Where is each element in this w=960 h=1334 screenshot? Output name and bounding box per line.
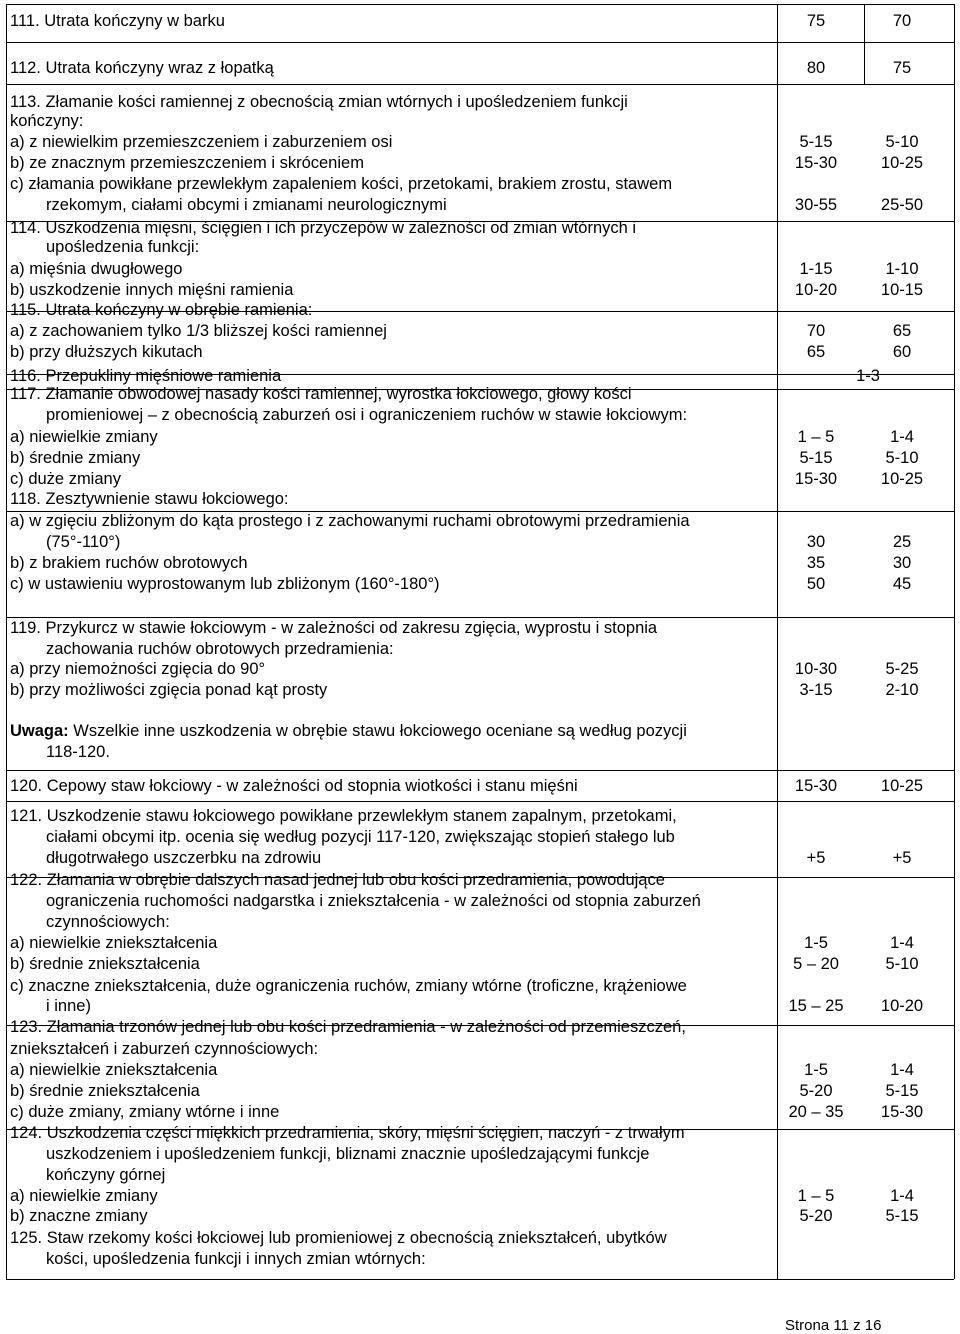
row-text: 111. Utrata kończyny w barku [10, 12, 225, 30]
row-text: 125. Staw rzekomy kości łokciowej lub promieniowej z obecnością zniekształceń, ubytków [10, 1229, 667, 1247]
row-text: Uwaga: Wszelkie inne uszkodzenia w obrębie stawu łokciowego oceniane są według pozycji [10, 722, 687, 740]
row-text: b) średnie zniekształcenia [10, 955, 200, 973]
row-text: c) złamania powikłane przewlekłym zapaleniem kości, przetokami, brakiem zrostu, stawem [10, 175, 673, 193]
row-text: 124. Uszkodzenia części miękkich przedramienia, skóry, mięśni ścięgien, naczyń - z trwałym [10, 1124, 685, 1142]
percent-value-1: 80 [806, 59, 826, 77]
row-text: a) niewielkie zniekształcenia [10, 934, 218, 952]
percent-value-1: 10-30 [794, 660, 838, 678]
percent-value-1: 50 [806, 575, 826, 593]
percent-value-1: 65 [806, 343, 826, 361]
row-text: 123. Złamania trzonów jednej lub obu kości przedramienia - w zależności od przemieszczeń, [10, 1018, 686, 1036]
row-text: 118-120. [46, 743, 110, 761]
percent-value-1: +5 [806, 849, 826, 867]
row-text: 122. Złamania w obrębie dalszych nasad jednej lub obu kości przedramienia, powodujące [10, 871, 665, 889]
row-text: 120. Cepowy staw łokciowy - w zależności od stopnia wiotkości i stanu mięśni [10, 777, 578, 795]
percent-value-2: 5-10 [885, 955, 919, 973]
row-text: uszkodzeniem i upośledzeniem funkcji, bliznami znacznie upośledzającymi funkcje [46, 1145, 650, 1163]
note-label: Uwaga: [10, 722, 69, 740]
percent-value-2: 75 [892, 59, 912, 77]
row-text: c) duże zmiany [10, 470, 121, 488]
row-text: a) niewielkie zmiany [10, 1187, 158, 1205]
percent-value-2: 15-30 [880, 1103, 924, 1121]
row-text: a) w zgięciu zbliżonym do kąta prostego i z zachowanymi ruchami obrotowymi przedramienia [10, 512, 690, 530]
percent-value-2: 10-25 [880, 777, 924, 795]
row-border [6, 1279, 954, 1280]
row-text: b) uszkodzenie innych mięśni ramienia [10, 281, 294, 299]
percent-value-1: 5-20 [799, 1082, 833, 1100]
percent-value-2: +5 [892, 849, 912, 867]
percent-value-2: 5-10 [885, 133, 919, 151]
row-text: 118. Zesztywnienie stawu łokciowego: [10, 490, 289, 508]
row-text: długotrwałego uszczerbku na zdrowiu [46, 849, 322, 867]
row-text: kończyny górnej [46, 1166, 166, 1184]
row-text: kości, upośledzenia funkcji i innych zmian wtórnych: [46, 1250, 426, 1268]
row-text: rzekomym, ciałami obcymi i zmianami neurologicznymi [46, 196, 447, 214]
percent-value-1: 15-30 [794, 154, 838, 172]
percent-value-2: 5-15 [885, 1207, 919, 1225]
table-right-border [954, 4, 955, 1279]
row-border [6, 770, 954, 771]
percent-value-2: 5-15 [885, 1082, 919, 1100]
percent-value-2: 25 [892, 533, 912, 551]
row-text: 112. Utrata kończyny wraz z łopatką [10, 59, 274, 77]
percent-value-1: 5-20 [799, 1207, 833, 1225]
percent-value-1: 1 – 5 [797, 428, 835, 446]
page-number: Strona 11 z 16 [785, 1317, 882, 1334]
row-text: a) z niewielkim przemieszczeniem i zaburzeniem osi [10, 133, 393, 151]
percent-value-2: 10-25 [880, 154, 924, 172]
row-text: b) znaczne zmiany [10, 1207, 148, 1225]
row-text: b) przy dłuższych kikutach [10, 343, 203, 361]
percent-value-2: 45 [892, 575, 912, 593]
row-text: 114. Uszkodzenia mięsni, ścięgien i ich przyczepów w zależności od zmian wtórnych i [10, 219, 637, 237]
row-text: b) przy możliwości zgięcia ponad kąt prosty [10, 681, 328, 699]
row-text: zniekształceń i zaburzeń czynnościowych: [10, 1040, 319, 1058]
percent-value-1: 1-3 [856, 367, 880, 385]
percent-value-2: 65 [892, 322, 912, 340]
percent-value-2: 1-4 [890, 1187, 914, 1205]
row-text: b) średnie zniekształcenia [10, 1082, 200, 1100]
percent-value-2: 10-15 [880, 281, 924, 299]
percent-value-1: 1 – 5 [797, 1187, 835, 1205]
row-text: zachowania ruchów obrotowych przedramienia: [46, 640, 394, 658]
row-text: 113. Złamanie kości ramiennej z obecnością zmian wtórnych i upośledzeniem funkcji [10, 93, 628, 111]
row-border [6, 4, 954, 5]
row-text: a) z zachowaniem tylko 1/3 bliższej kości ramiennej [10, 322, 387, 340]
percent-value-2: 5-10 [885, 449, 919, 467]
percent-value-1: 3-15 [799, 681, 833, 699]
percent-value-2: 25-50 [880, 196, 924, 214]
percent-value-2: 10-20 [880, 997, 924, 1015]
row-text: b) ze znacznym przemieszczeniem i skróceniem [10, 154, 364, 172]
row-text: a) przy niemożności zgięcia do 90° [10, 660, 266, 678]
percent-value-1: 15 – 25 [788, 997, 844, 1015]
row-text: i inne) [46, 997, 91, 1015]
row-text: 119. Przykurcz w stawie łokciowym - w zależności od zakresu zgięcia, wyprostu i stopnia [10, 619, 658, 637]
percent-value-1: 1-5 [804, 1061, 828, 1079]
percent-value-2: 1-4 [890, 934, 914, 952]
percent-value-1: 75 [806, 12, 826, 30]
row-text: a) mięśnia dwugłowego [10, 260, 183, 278]
percent-value-1: 1-15 [799, 260, 833, 278]
row-text: 121. Uszkodzenie stawu łokciowego powikłane przewlekłym stanem zapalnym, przetokami, [10, 807, 677, 825]
percent-value-2: 1-10 [885, 260, 919, 278]
row-border [6, 42, 954, 43]
table-left-border [6, 4, 7, 1279]
row-text: 117. Złamanie obwodowej nasady kości ramiennej, wyrostka łokciowego, głowy kości [10, 385, 632, 403]
percent-value-1: 30-55 [794, 196, 838, 214]
row-text: c) duże zmiany, zmiany wtórne i inne [10, 1103, 280, 1121]
percent-value-2: 5-25 [885, 660, 919, 678]
row-text: c) znaczne zniekształcenia, duże ograniczenia ruchów, zmiany wtórne (troficzne, krążeniowe [10, 977, 687, 995]
row-text: kończyny: [10, 112, 84, 130]
percent-value-2: 10-25 [880, 470, 924, 488]
row-text: 115. Utrata kończyny w obrębie ramienia: [10, 301, 313, 319]
percent-value-2: 30 [892, 554, 912, 572]
percent-value-1: 20 – 35 [788, 1103, 844, 1121]
percent-value-1: 5-15 [799, 133, 833, 151]
row-border [6, 801, 954, 802]
row-border [6, 617, 954, 618]
percent-value-1: 35 [806, 554, 826, 572]
row-text: a) niewielkie zniekształcenia [10, 1061, 218, 1079]
percent-value-1: 10-20 [794, 281, 838, 299]
percent-value-1: 5-15 [799, 449, 833, 467]
percent-value-2: 2-10 [885, 681, 919, 699]
row-text: b) średnie zmiany [10, 449, 141, 467]
percent-value-2: 70 [892, 12, 912, 30]
row-text: c) w ustawieniu wyprostowanym lub zbliżonym (160°-180°) [10, 575, 440, 593]
row-text: ciałami obcymi itp. ocenia się według pozycji 117-120, zwiększając stopień stałego lub [46, 828, 675, 846]
percent-value-2: 1-4 [890, 1061, 914, 1079]
percent-value-1: 1-5 [804, 934, 828, 952]
row-text: b) z brakiem ruchów obrotowych [10, 554, 248, 572]
percent-value-1: 5 – 20 [793, 955, 839, 973]
percent-value-1: 70 [806, 322, 826, 340]
row-text: promieniowej – z obecnością zaburzeń osi i ograniczeniem ruchów w stawie łokciowym: [46, 406, 688, 424]
row-text: 116. Przepukliny mięśniowe ramienia [10, 367, 282, 385]
row-text: czynnościowych: [46, 913, 170, 931]
percent-value-2: 1-4 [890, 428, 914, 446]
row-text: upośledzenia funkcji: [46, 238, 200, 256]
percent-value-1: 15-30 [794, 470, 838, 488]
row-text: a) niewielkie zmiany [10, 428, 158, 446]
percent-value-2: 60 [892, 343, 912, 361]
percent-value-1: 15-30 [794, 777, 838, 795]
row-text: (75°-110°) [46, 533, 121, 551]
row-text: ograniczenia ruchomości nadgarstka i zniekształcenia - w zależności od stopnia zaburzeń [46, 892, 701, 910]
percent-value-1: 30 [806, 533, 826, 551]
row-border [6, 84, 954, 85]
